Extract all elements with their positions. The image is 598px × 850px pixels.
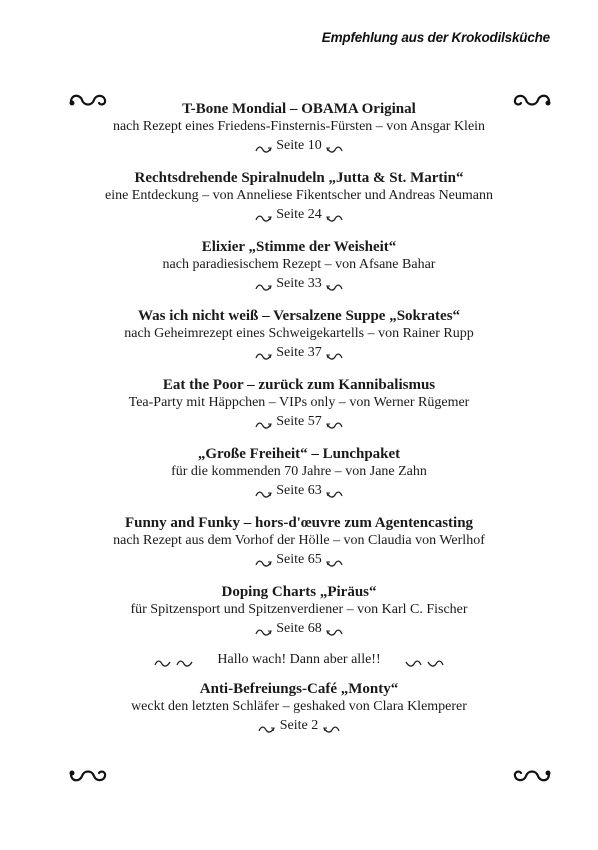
entry-subtitle: eine Entdeckung – von Anneliese Fikentscher und Andreas Neumann (104, 188, 493, 203)
entry-title: Doping Charts „Piräus“ (221, 584, 377, 600)
list-item (0, 100, 598, 155)
small-flourish-icon (255, 555, 273, 564)
entry-page-ref (0, 716, 598, 735)
small-flourish-icon (174, 655, 196, 664)
entry-title: Anti-Befreiungs-Café „Monty“ (199, 681, 399, 697)
small-flourish-icon (255, 417, 273, 426)
entry-subtitle: nach Rezept aus dem Vorhof der Hölle – von Claudia von Werlhof (113, 533, 485, 548)
small-flourish-icon (255, 141, 273, 150)
small-flourish-icon (325, 417, 343, 426)
small-flourish-icon (322, 721, 340, 730)
entry-subtitle: Tea-Party mit Häppchen – VIPs only – von Werner Rügemer (128, 395, 470, 410)
small-flourish-icon (258, 721, 276, 730)
small-flourish-icon (325, 624, 343, 633)
list-item (0, 583, 598, 638)
wake-text: Hallo wach! Dann aber alle!! (217, 652, 381, 667)
page-number: Seite 68 (276, 621, 322, 636)
entry-subtitle: für Spitzensport und Spitzenverdiener – von Karl C. Fischer (130, 602, 468, 617)
entry-subtitle: nach Rezept eines Friedens-Finsternis-Fürsten – von Ansgar Klein (112, 119, 486, 134)
entry-subtitle: für die kommenden 70 Jahre – von Jane Zahn (171, 464, 427, 479)
list-item (0, 307, 598, 362)
entry-page-ref (0, 550, 598, 569)
list-item (0, 445, 598, 500)
page-number: Seite 63 (276, 483, 322, 498)
small-flourish-icon (424, 655, 446, 664)
page-number: Seite 10 (276, 138, 322, 153)
small-flourish-icon (402, 655, 424, 664)
entry-title: Funny and Funky – hors-d'œuvre zum Agentencasting (124, 515, 474, 531)
recipe-list (0, 100, 598, 749)
entry-title: Elixier „Stimme der Weisheit“ (201, 239, 397, 255)
entry-page-ref (0, 205, 598, 224)
entry-page-ref (0, 481, 598, 500)
page-number: Seite 37 (276, 345, 322, 360)
page-number: Seite 33 (276, 276, 322, 291)
entry-title: Eat the Poor – zurück zum Kannibalismus (162, 377, 436, 393)
entry-page-ref (0, 274, 598, 293)
small-flourish-icon (255, 348, 273, 357)
small-flourish-icon (325, 210, 343, 219)
entry-subtitle: weckt den letzten Schläfer – geshaked von Clara Klemperer (131, 699, 467, 714)
entry-title: T-Bone Mondial – OBAMA Original (182, 101, 416, 117)
small-flourish-icon (152, 655, 174, 664)
small-flourish-icon (325, 555, 343, 564)
small-flourish-icon (255, 624, 273, 633)
entry-page-ref (0, 619, 598, 638)
small-flourish-icon (325, 279, 343, 288)
entry-page-ref (0, 136, 598, 155)
entry-page-ref (0, 412, 598, 431)
page-number: Seite 2 (279, 718, 319, 733)
entry-title: Was ich nicht weiß – Versalzene Suppe „Sokrates“ (137, 308, 461, 324)
entry-title: Rechtsdrehende Spiralnudeln „Jutta & St. Martin“ (134, 170, 464, 186)
small-flourish-icon (255, 486, 273, 495)
list-item (0, 376, 598, 431)
list-item (0, 238, 598, 293)
flourish-icon (68, 766, 108, 786)
entry-subtitle: nach paradiesischem Rezept – von Afsane Bahar (162, 257, 436, 272)
entry-title: „Große Freiheit“ – Lunchpaket (197, 446, 401, 462)
list-item (0, 514, 598, 569)
wake-line (0, 650, 598, 670)
entry-subtitle: nach Geheimrezept eines Schweigekartells – von Rainer Rupp (124, 326, 474, 341)
small-flourish-icon (255, 210, 273, 219)
list-item (0, 169, 598, 224)
page-number: Seite 65 (276, 552, 322, 567)
small-flourish-icon (325, 141, 343, 150)
small-flourish-icon (255, 279, 273, 288)
small-flourish-icon (325, 348, 343, 357)
page-header-title: Empfehlung aus der Krokodilsküche (321, 30, 550, 45)
page-number: Seite 24 (276, 207, 322, 222)
page-number: Seite 57 (276, 414, 322, 429)
small-flourish-icon (325, 486, 343, 495)
flourish-icon (512, 766, 552, 786)
list-item (0, 680, 598, 735)
entry-page-ref (0, 343, 598, 362)
